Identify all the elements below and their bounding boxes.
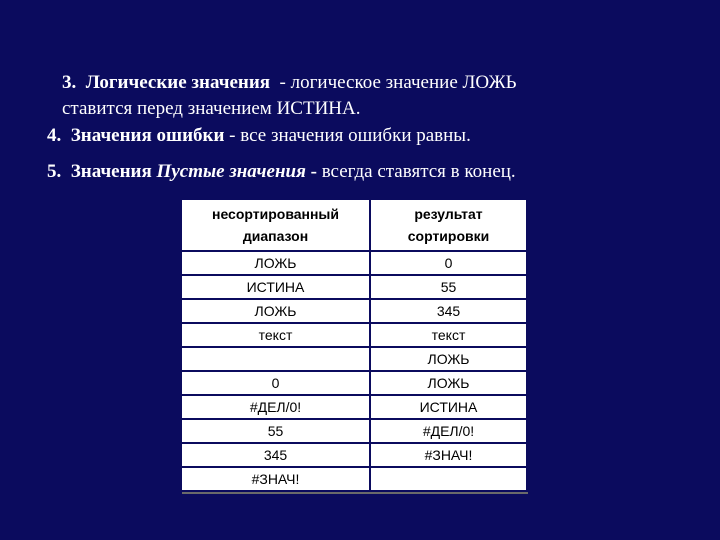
table-cell: ИСТИНА	[181, 275, 370, 299]
item-5-line	[47, 160, 516, 184]
table-cell: текст	[370, 323, 527, 347]
table-cell: 345	[181, 443, 370, 467]
header-result-line1: результат	[414, 206, 483, 222]
table-cell: #ДЕЛ/0!	[181, 395, 370, 419]
table-cell: 0	[370, 251, 527, 275]
table-row	[181, 275, 527, 299]
table-row	[181, 347, 527, 371]
table-row	[181, 299, 527, 323]
item-5-number: 5.	[47, 161, 62, 182]
table-cell: текст	[181, 323, 370, 347]
table-cell: ЛОЖЬ	[181, 251, 370, 275]
header-unsorted-range	[181, 199, 370, 251]
item-4-text: - все значения ошибки равны.	[224, 125, 471, 146]
sort-order-table	[180, 198, 528, 492]
table-row	[181, 323, 527, 347]
table-cell: 55	[370, 275, 527, 299]
item-5-term-italic: Пустые значения	[156, 161, 306, 182]
table-cell: 345	[370, 299, 527, 323]
header-result-line2: сортировки	[407, 228, 490, 244]
item-5-text: всегда ставятся в конец.	[316, 161, 516, 182]
table-cell: ЛОЖЬ	[370, 347, 527, 371]
table-cell: #ДЕЛ/0!	[370, 419, 527, 443]
header-unsorted-line2: диапазон	[242, 228, 309, 244]
table-cell: 0	[181, 371, 370, 395]
table-cell: ЛОЖЬ	[370, 371, 527, 395]
item-5-term: Значения	[70, 161, 152, 182]
item-3-text: - логическое значение ЛОЖЬ	[274, 72, 517, 93]
header-unsorted-line1: несортированный	[211, 206, 339, 222]
table-row	[181, 443, 527, 467]
table-cell: ИСТИНА	[370, 395, 527, 419]
item-4-number: 4.	[47, 125, 62, 146]
table-cell: ЛОЖЬ	[181, 299, 370, 323]
table-cell	[181, 347, 370, 371]
item-3-line-1	[62, 71, 517, 95]
sort-order-table-wrap	[180, 198, 526, 492]
header-sort-result	[370, 199, 527, 251]
table-row	[181, 371, 527, 395]
table-cell: 55	[181, 419, 370, 443]
item-4-line	[47, 124, 471, 148]
table-cell: #ЗНАЧ!	[370, 443, 527, 467]
table-header-row	[181, 199, 527, 251]
table-cell	[370, 467, 527, 491]
item-3-line-2: ставится перед значением ИСТИНА.	[62, 98, 361, 119]
table-row	[181, 251, 527, 275]
item-3-term: Логические значения	[85, 72, 271, 93]
table-row	[181, 467, 527, 491]
item-5-dash: -	[305, 161, 317, 182]
table-cell: #ЗНАЧ!	[181, 467, 370, 491]
table-row	[181, 419, 527, 443]
item-3-number: 3.	[62, 72, 77, 93]
item-4-term: Значения ошибки	[70, 125, 225, 146]
table-row	[181, 395, 527, 419]
